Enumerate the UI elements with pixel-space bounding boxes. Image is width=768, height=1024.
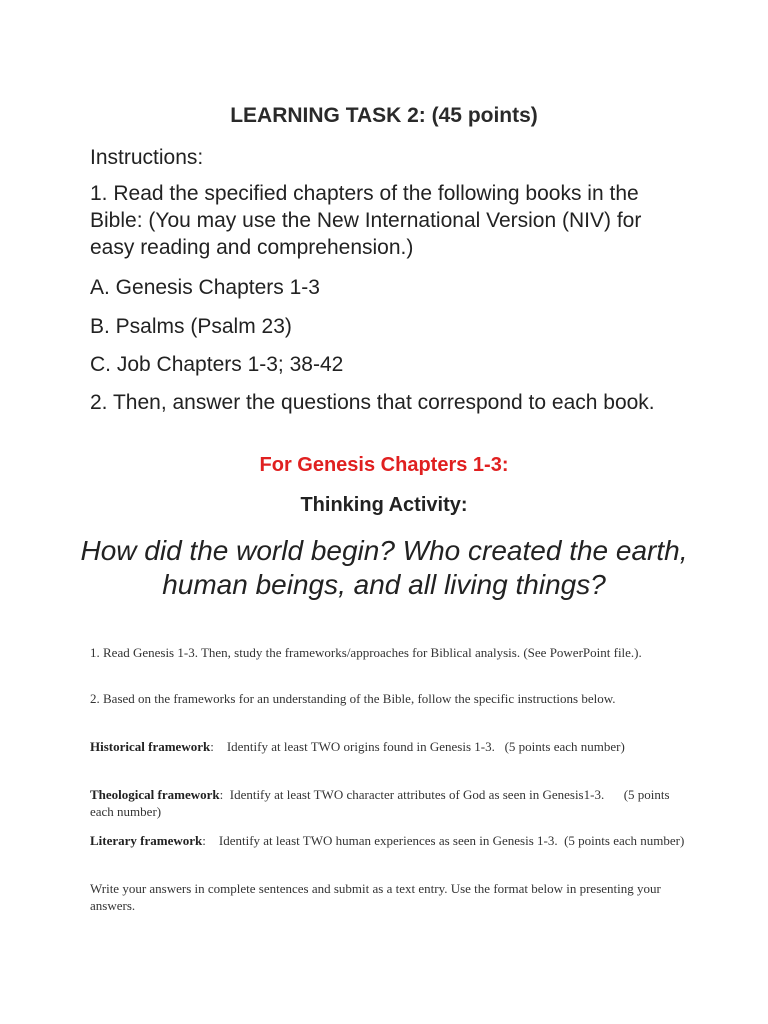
instructions-colon: : bbox=[197, 146, 204, 169]
book-item-genesis: A. Genesis Chapters 1-3 bbox=[90, 276, 320, 299]
book-item-psalms: B. Psalms (Psalm 23) bbox=[90, 315, 292, 338]
instructions-heading bbox=[90, 144, 690, 171]
genesis-section-heading: For Genesis Chapters 1-3: bbox=[259, 454, 509, 476]
thinking-question: How did the world begin? Who created the earth, human beings, and all living things? bbox=[80, 535, 688, 600]
book-item-job: C. Job Chapters 1-3; 38-42 bbox=[90, 353, 344, 376]
closing-instruction: Write your answers in complete sentences and submit as a text entry. Use the format below in presenting your answers. bbox=[90, 881, 661, 913]
genesis-paragraph-2: 2. Based on the frameworks for an understanding of the Bible, follow the specific instructions below. bbox=[90, 691, 616, 706]
thinking-activity-label: Thinking Activity: bbox=[300, 494, 468, 516]
historical-framework-item bbox=[90, 738, 690, 755]
task-title: LEARNING TASK 2: (45 points) bbox=[230, 104, 538, 127]
historical-framework-text: : Identify at least TWO origins found in Genesis 1-3. (5 points each number) bbox=[210, 739, 625, 754]
instruction-step-1: 1. Read the specified chapters of the following books in the Bible: (You may use the New International Version (NIV) for easy reading and comprehension.) bbox=[90, 182, 642, 259]
instruction-step-2: 2. Then, answer the questions that correspond to each book. bbox=[90, 391, 655, 414]
literary-framework-item bbox=[90, 832, 690, 849]
theological-framework-label: Theological framework bbox=[90, 787, 220, 802]
literary-framework-label: Literary framework bbox=[90, 833, 203, 848]
theological-framework-item bbox=[90, 786, 690, 820]
literary-framework-text: : Identify at least TWO human experiences as seen in Genesis 1-3. (5 points each number) bbox=[202, 833, 685, 848]
historical-framework-label: Historical framework bbox=[90, 739, 211, 754]
genesis-paragraph-1: 1. Read Genesis 1-3. Then, study the frameworks/approaches for Biblical analysis. (See PowerPoint file.). bbox=[90, 645, 642, 660]
theological-framework-text: : Identify at least TWO character attributes of God as seen in Genesis1-3. (5 points each number) bbox=[90, 787, 673, 819]
instructions-label: Instructions bbox=[90, 146, 198, 169]
